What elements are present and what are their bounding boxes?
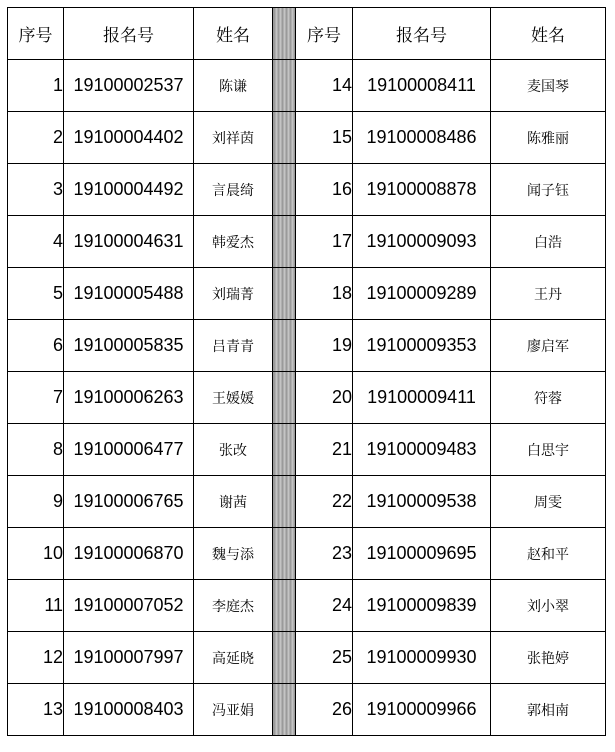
name-cell: 王媛媛 xyxy=(194,372,273,424)
table-row xyxy=(8,60,606,112)
seq-cell: 18 xyxy=(296,268,353,320)
name-cell: 魏与添 xyxy=(194,528,273,580)
seq-cell: 14 xyxy=(296,60,353,112)
roster-body xyxy=(8,60,606,736)
column-divider xyxy=(273,580,296,632)
registration-number-cell: 19100009966 xyxy=(353,684,491,736)
name-cell: 谢茜 xyxy=(194,476,273,528)
registration-number-cell: 19100008403 xyxy=(64,684,194,736)
registration-number-cell: 19100006765 xyxy=(64,476,194,528)
name-cell: 张改 xyxy=(194,424,273,476)
registration-number-cell: 19100009483 xyxy=(353,424,491,476)
seq-cell: 11 xyxy=(8,580,64,632)
registration-number-cell: 19100007052 xyxy=(64,580,194,632)
name-cell: 闻子钰 xyxy=(491,164,606,216)
column-divider xyxy=(273,112,296,164)
name-cell: 郭相南 xyxy=(491,684,606,736)
name-cell: 吕青青 xyxy=(194,320,273,372)
registration-number-cell: 19100007997 xyxy=(64,632,194,684)
seq-cell: 19 xyxy=(296,320,353,372)
seq-cell: 1 xyxy=(8,60,64,112)
column-divider xyxy=(273,60,296,112)
table-row xyxy=(8,424,606,476)
seq-cell: 4 xyxy=(8,216,64,268)
header-name-right: 姓名 xyxy=(491,8,606,60)
seq-cell: 8 xyxy=(8,424,64,476)
seq-cell: 20 xyxy=(296,372,353,424)
registration-number-cell: 19100008486 xyxy=(353,112,491,164)
seq-cell: 25 xyxy=(296,632,353,684)
registration-number-cell: 19100004492 xyxy=(64,164,194,216)
column-divider xyxy=(273,476,296,528)
name-cell: 白思宇 xyxy=(491,424,606,476)
seq-cell: 13 xyxy=(8,684,64,736)
name-cell: 刘祥茵 xyxy=(194,112,273,164)
header-reg-left: 报名号 xyxy=(64,8,194,60)
registration-number-cell: 19100009093 xyxy=(353,216,491,268)
table-row xyxy=(8,164,606,216)
roster-table xyxy=(7,7,606,736)
seq-cell: 26 xyxy=(296,684,353,736)
column-divider xyxy=(273,320,296,372)
seq-cell: 15 xyxy=(296,112,353,164)
table-row xyxy=(8,476,606,528)
table-row xyxy=(8,372,606,424)
seq-cell: 23 xyxy=(296,528,353,580)
seq-cell: 10 xyxy=(8,528,64,580)
column-divider xyxy=(273,528,296,580)
registration-number-cell: 19100005488 xyxy=(64,268,194,320)
name-cell: 陈雅丽 xyxy=(491,112,606,164)
column-divider xyxy=(273,216,296,268)
registration-number-cell: 19100004402 xyxy=(64,112,194,164)
name-cell: 廖启军 xyxy=(491,320,606,372)
header-seq-left: 序号 xyxy=(8,8,64,60)
table-row xyxy=(8,528,606,580)
name-cell: 言晨绮 xyxy=(194,164,273,216)
column-divider xyxy=(273,632,296,684)
table-row xyxy=(8,112,606,164)
table-row xyxy=(8,268,606,320)
seq-cell: 2 xyxy=(8,112,64,164)
name-cell: 周雯 xyxy=(491,476,606,528)
seq-cell: 5 xyxy=(8,268,64,320)
header-row xyxy=(8,8,606,60)
registration-number-cell: 19100002537 xyxy=(64,60,194,112)
name-cell: 高延晓 xyxy=(194,632,273,684)
column-divider xyxy=(273,268,296,320)
registration-number-cell: 19100009930 xyxy=(353,632,491,684)
registration-number-cell: 19100009289 xyxy=(353,268,491,320)
header-reg-right: 报名号 xyxy=(353,8,491,60)
name-cell: 刘小翠 xyxy=(491,580,606,632)
column-divider xyxy=(273,424,296,476)
name-cell: 王丹 xyxy=(491,268,606,320)
registration-number-cell: 19100006870 xyxy=(64,528,194,580)
seq-cell: 22 xyxy=(296,476,353,528)
table-row xyxy=(8,684,606,736)
seq-cell: 6 xyxy=(8,320,64,372)
header-name-left: 姓名 xyxy=(194,8,273,60)
registration-number-cell: 19100006477 xyxy=(64,424,194,476)
seq-cell: 16 xyxy=(296,164,353,216)
seq-cell: 9 xyxy=(8,476,64,528)
name-cell: 赵和平 xyxy=(491,528,606,580)
table-row xyxy=(8,216,606,268)
table-row xyxy=(8,632,606,684)
registration-number-cell: 19100006263 xyxy=(64,372,194,424)
registration-number-cell: 19100004631 xyxy=(64,216,194,268)
seq-cell: 3 xyxy=(8,164,64,216)
seq-cell: 24 xyxy=(296,580,353,632)
registration-number-cell: 19100009695 xyxy=(353,528,491,580)
name-cell: 麦国琴 xyxy=(491,60,606,112)
registration-number-cell: 19100008878 xyxy=(353,164,491,216)
header-seq-right: 序号 xyxy=(296,8,353,60)
registration-number-cell: 19100005835 xyxy=(64,320,194,372)
registration-number-cell: 19100009538 xyxy=(353,476,491,528)
name-cell: 符蓉 xyxy=(491,372,606,424)
column-divider xyxy=(273,8,296,60)
column-divider xyxy=(273,372,296,424)
name-cell: 陈谦 xyxy=(194,60,273,112)
table-row xyxy=(8,320,606,372)
name-cell: 刘瑞菁 xyxy=(194,268,273,320)
name-cell: 李庭杰 xyxy=(194,580,273,632)
registration-number-cell: 19100009411 xyxy=(353,372,491,424)
column-divider xyxy=(273,164,296,216)
seq-cell: 7 xyxy=(8,372,64,424)
seq-cell: 12 xyxy=(8,632,64,684)
seq-cell: 17 xyxy=(296,216,353,268)
registration-number-cell: 19100008411 xyxy=(353,60,491,112)
name-cell: 冯亚娟 xyxy=(194,684,273,736)
seq-cell: 21 xyxy=(296,424,353,476)
name-cell: 白浩 xyxy=(491,216,606,268)
name-cell: 张艳婷 xyxy=(491,632,606,684)
column-divider xyxy=(273,684,296,736)
registration-number-cell: 19100009839 xyxy=(353,580,491,632)
table-row xyxy=(8,580,606,632)
name-cell: 韩爱杰 xyxy=(194,216,273,268)
registration-number-cell: 19100009353 xyxy=(353,320,491,372)
